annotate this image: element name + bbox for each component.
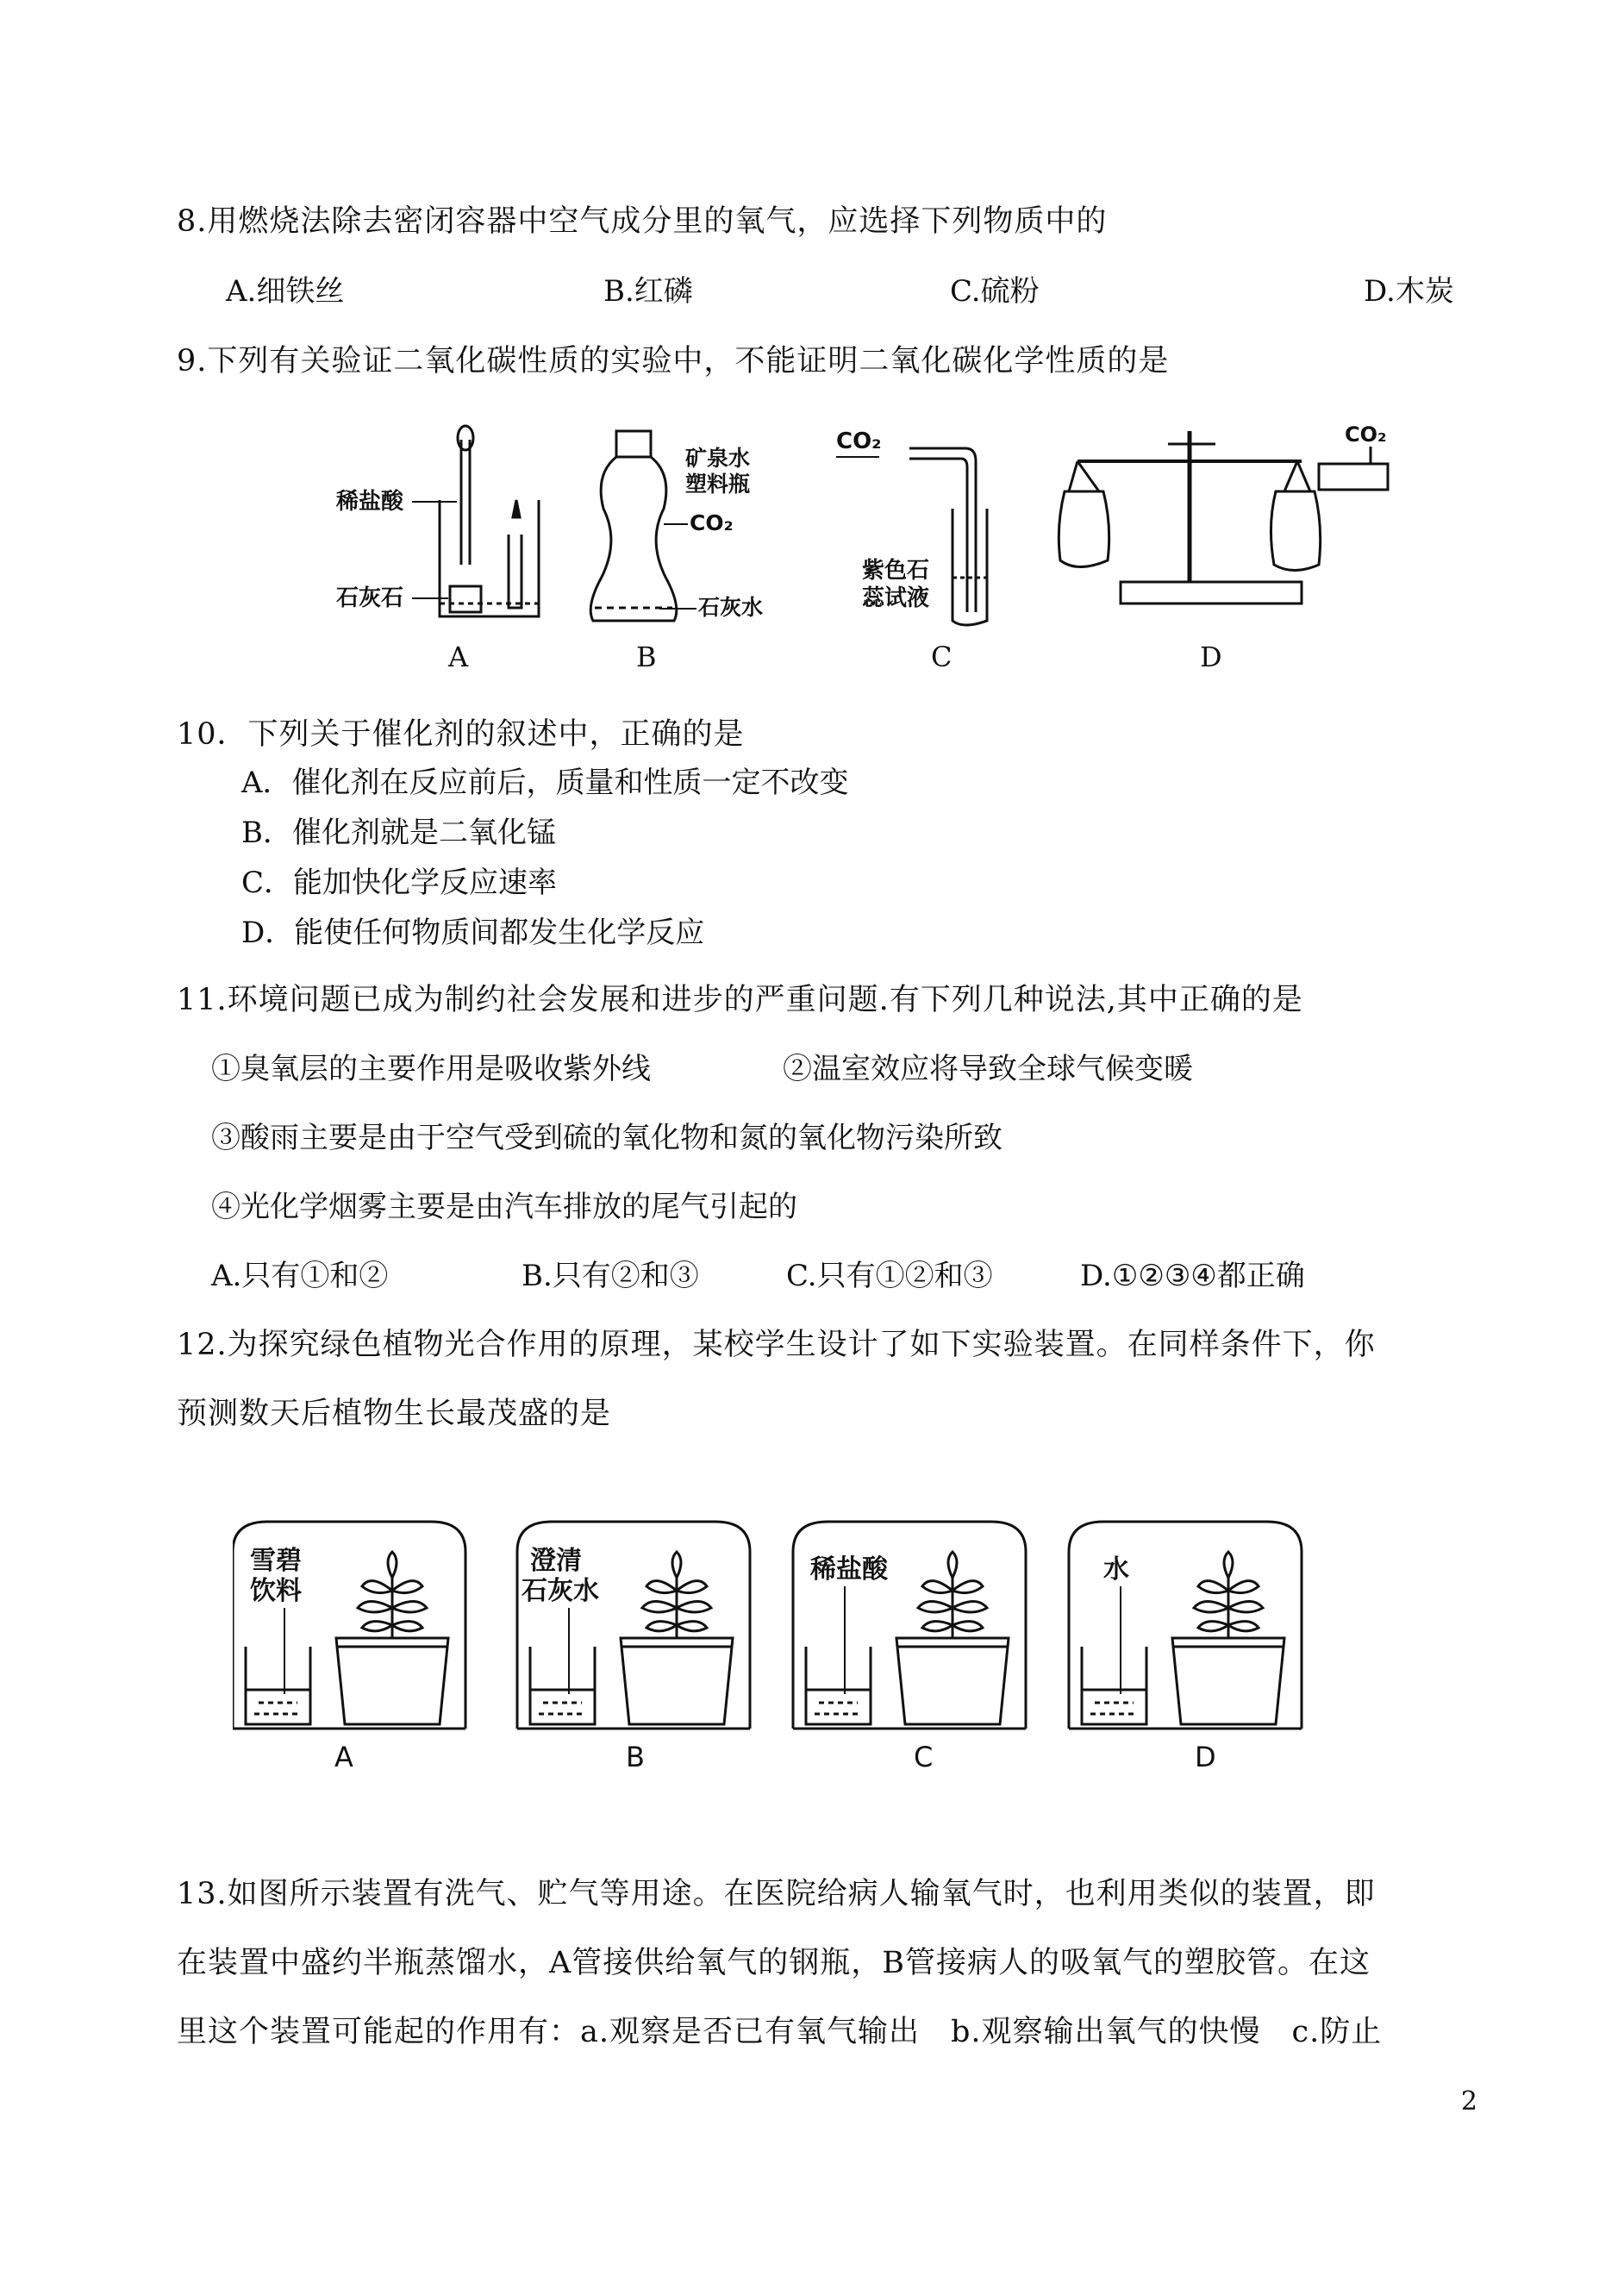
- label-limewater-1: 澄清: [530, 1546, 582, 1576]
- q12-figure: [233, 1517, 1371, 1733]
- label-water: 水: [1103, 1554, 1129, 1585]
- q12-stem-line1: 12.为探究绿色植物光合作用的原理，某校学生设计了如下实验装置。在同样条件下，你: [177, 1328, 1376, 1362]
- apparatus-a: [440, 426, 539, 616]
- page-number: 2: [1460, 2086, 1477, 2117]
- label-limewater: 石灰水: [698, 595, 764, 620]
- q11-stem: 11.环境问题已成为制约社会发展和进步的严重问题.有下列几种说法,其中正确的是: [177, 983, 1303, 1017]
- q10-option-b: B．催化剂就是二氧化锰: [241, 816, 556, 850]
- apparatus-b: [590, 431, 677, 621]
- q13-line1: 13.如图所示装置有洗气、贮气等用途。在医院给病人输氧气时，也利用类似的装置，即: [177, 1877, 1376, 1911]
- q12-caption-c: C: [914, 1741, 934, 1773]
- label-co2-d: CO₂: [1345, 422, 1387, 447]
- label-co2-c: CO₂: [836, 428, 882, 454]
- label-sprite-1: 雪碧: [250, 1546, 302, 1576]
- q9-figure: [319, 414, 1422, 690]
- q12-caption-d: D: [1195, 1741, 1216, 1773]
- label-dilute-hcl: 稀盐酸: [336, 489, 404, 515]
- q9-caption-b: B: [636, 641, 657, 673]
- q11-option-c: C.只有①②和③: [786, 1259, 993, 1293]
- q11-statement-3: ③酸雨主要是由于空气受到硫的氧化物和氮的氧化物污染所致: [211, 1121, 1003, 1155]
- label-limestone: 石灰石: [336, 585, 404, 611]
- setup-d: [1069, 1522, 1302, 1729]
- q8-option-c: C.硫粉: [950, 274, 1040, 309]
- q9-caption-c: C: [931, 641, 953, 673]
- q10-option-a: A．催化剂在反应前后，质量和性质一定不改变: [241, 766, 849, 800]
- label-co2-b: CO₂: [690, 510, 734, 535]
- q11-statement-2: ②温室效应将导致全球气候变暖: [783, 1052, 1193, 1086]
- q8-option-d: D.木炭: [1364, 274, 1454, 309]
- q8-stem: 8.用燃烧法除去密闭容器中空气成分里的氧气，应选择下列物质中的: [177, 204, 1108, 239]
- label-plastic-bottle: 塑料瓶: [685, 472, 751, 497]
- q11-option-a: A.只有①和②: [211, 1259, 389, 1293]
- label-sprite-2: 饮料: [250, 1576, 302, 1606]
- setup-c: [793, 1522, 1026, 1729]
- q12-stem-line2: 预测数天后植物生长最茂盛的是: [177, 1397, 612, 1431]
- q10-option-d: D．能使任何物质间都发生化学反应: [241, 916, 705, 950]
- q13-line3: 里这个装置可能起的作用有：a.观察是否已有氧气输出 b.观察输出氧气的快慢 c.防止: [177, 2015, 1383, 2049]
- q11-option-d: D.①②③④都正确: [1080, 1259, 1305, 1293]
- label-limewater-2: 石灰水: [522, 1576, 599, 1606]
- q9-caption-d: D: [1200, 641, 1222, 673]
- label-litmus-1: 紫色石: [862, 558, 930, 584]
- label-litmus-2: 蕊试液: [862, 585, 930, 611]
- q11-statement-4: ④光化学烟雾主要是由汽车排放的尾气引起的: [211, 1190, 797, 1224]
- q10-stem: 10．下列关于催化剂的叙述中，正确的是: [177, 717, 745, 752]
- q9-caption-a: A: [448, 641, 469, 673]
- q8-option-b: B.红磷: [603, 274, 693, 309]
- q10-option-c: C．能加快化学反应速率: [241, 866, 558, 900]
- q11-statement-1: ①臭氧层的主要作用是吸收紫外线: [211, 1052, 651, 1086]
- q12-caption-b: B: [626, 1741, 645, 1773]
- q11-option-b: B.只有②和③: [522, 1259, 699, 1293]
- apparatus-d: [1059, 431, 1388, 603]
- q8-option-a: A.细铁丝: [226, 274, 345, 309]
- q13-line2: 在装置中盛约半瓶蒸馏水，A管接供给氧气的钢瓶，B管接病人的吸氧气的塑胶管。在这: [177, 1946, 1371, 1980]
- label-dilute-hcl-12: 稀盐酸: [810, 1554, 888, 1585]
- label-mineral-water: 矿泉水: [685, 446, 751, 471]
- q12-caption-a: A: [334, 1741, 353, 1773]
- q9-stem: 9.下列有关验证二氧化碳性质的实验中，不能证明二氧化碳化学性质的是: [177, 344, 1170, 378]
